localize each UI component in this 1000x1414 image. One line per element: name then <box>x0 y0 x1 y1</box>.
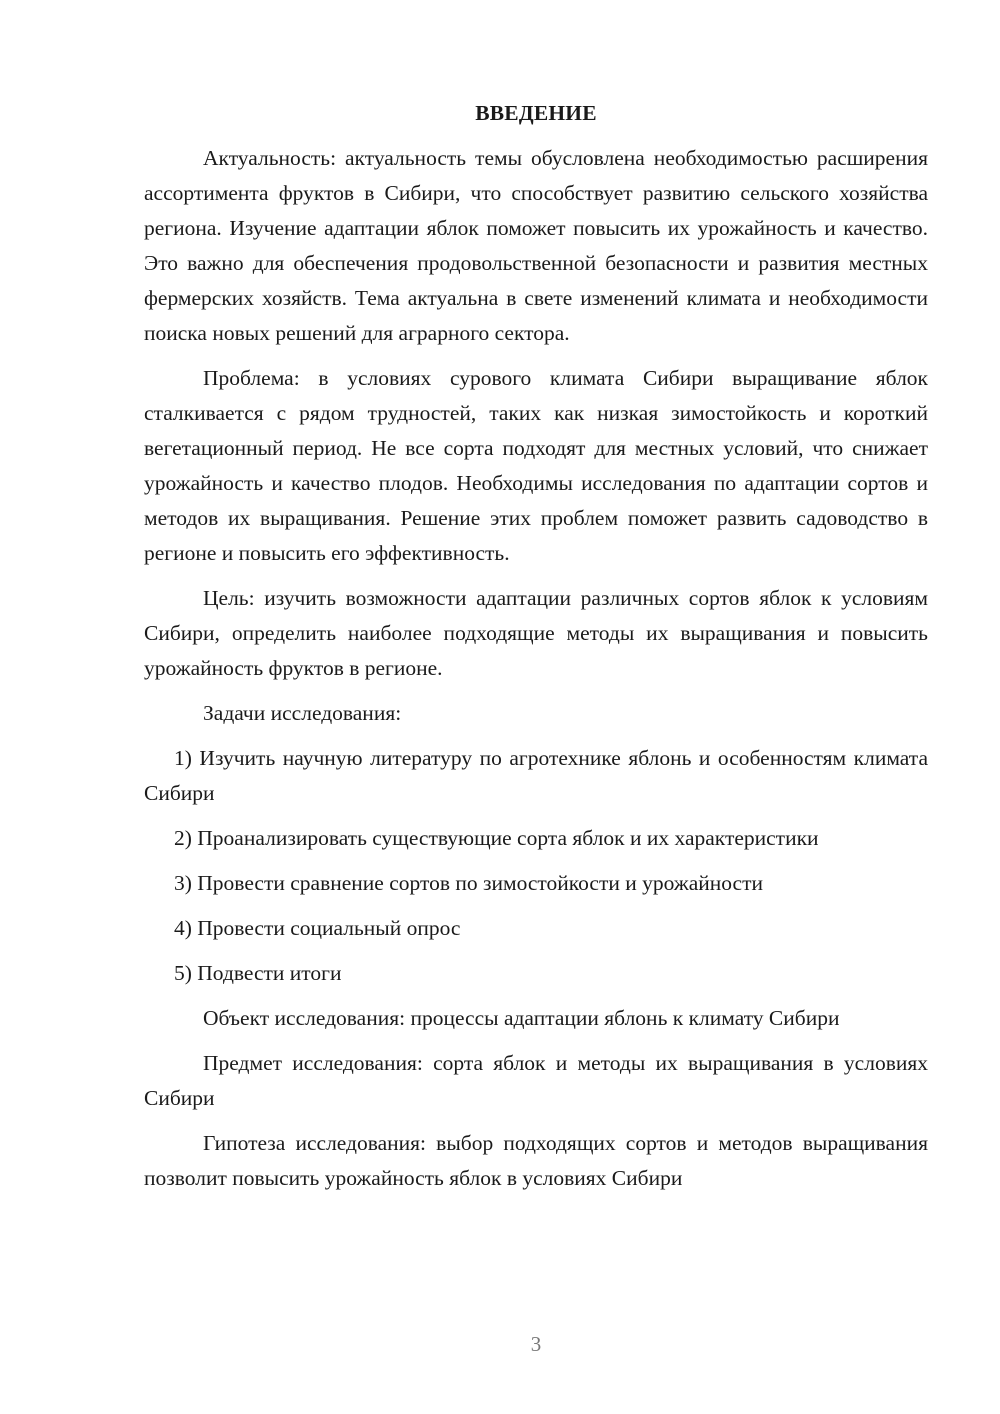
problem-paragraph: Проблема: в условиях сурового климата Сибири выращивание яблок сталкивается с рядом трудностей, таких как низкая зимостойкость и короткий вегетационный период. Не все сорта подходят для местных условий, что снижает урожайность и качество плодов. Необходимы исследования по адаптации сортов и методов их выращивания. Решение этих проблем поможет развить садоводство в регионе и повысить его эффективность. <box>144 366 928 565</box>
task-item-4: 4) Провести социальный опрос <box>174 916 461 940</box>
task-item-2: 2) Проанализировать существующие сорта яблок и их характеристики <box>174 826 819 850</box>
hypothesis-paragraph: Гипотеза исследования: выбор подходящих сортов и методов выращивания позволит повысить урожайность яблок в условиях Сибири <box>144 1131 928 1190</box>
object-paragraph: Объект исследования: процессы адаптации яблонь к климату Сибири <box>203 1006 840 1030</box>
task-item-5: 5) Подвести итоги <box>174 961 342 985</box>
page-title: ВВЕДЕНИЕ <box>475 101 597 125</box>
tasks-heading: Задачи исследования: <box>203 701 402 725</box>
page-content <box>144 96 928 1206</box>
goal-paragraph: Цель: изучить возможности адаптации различных сортов яблок к условиям Сибири, определить наиболее подходящие методы их выращивания и повысить урожайность фруктов в регионе. <box>144 586 928 680</box>
tasks-list <box>144 741 928 991</box>
task-item-1: 1) Изучить научную литературу по агротехнике яблонь и особенностям климата Сибири <box>144 746 928 805</box>
relevance-paragraph: Актуальность: актуальность темы обусловлена необходимостью расширения ассортимента фруктов в Сибири, что способствует развитию сельского хозяйства региона. Изучение адаптации яблок поможет повысить их урожайность и качество. Это важно для обеспечения продовольственной безопасности и развития местных фермерских хозяйств. Тема актуальна в свете изменений климата и необходимости поиска новых решений для аграрного сектора. <box>144 146 928 345</box>
task-item-3: 3) Провести сравнение сортов по зимостойкости и урожайности <box>174 871 763 895</box>
subject-paragraph: Предмет исследования: сорта яблок и методы их выращивания в условиях Сибири <box>144 1051 928 1110</box>
page-number: 3 <box>530 1332 542 1356</box>
